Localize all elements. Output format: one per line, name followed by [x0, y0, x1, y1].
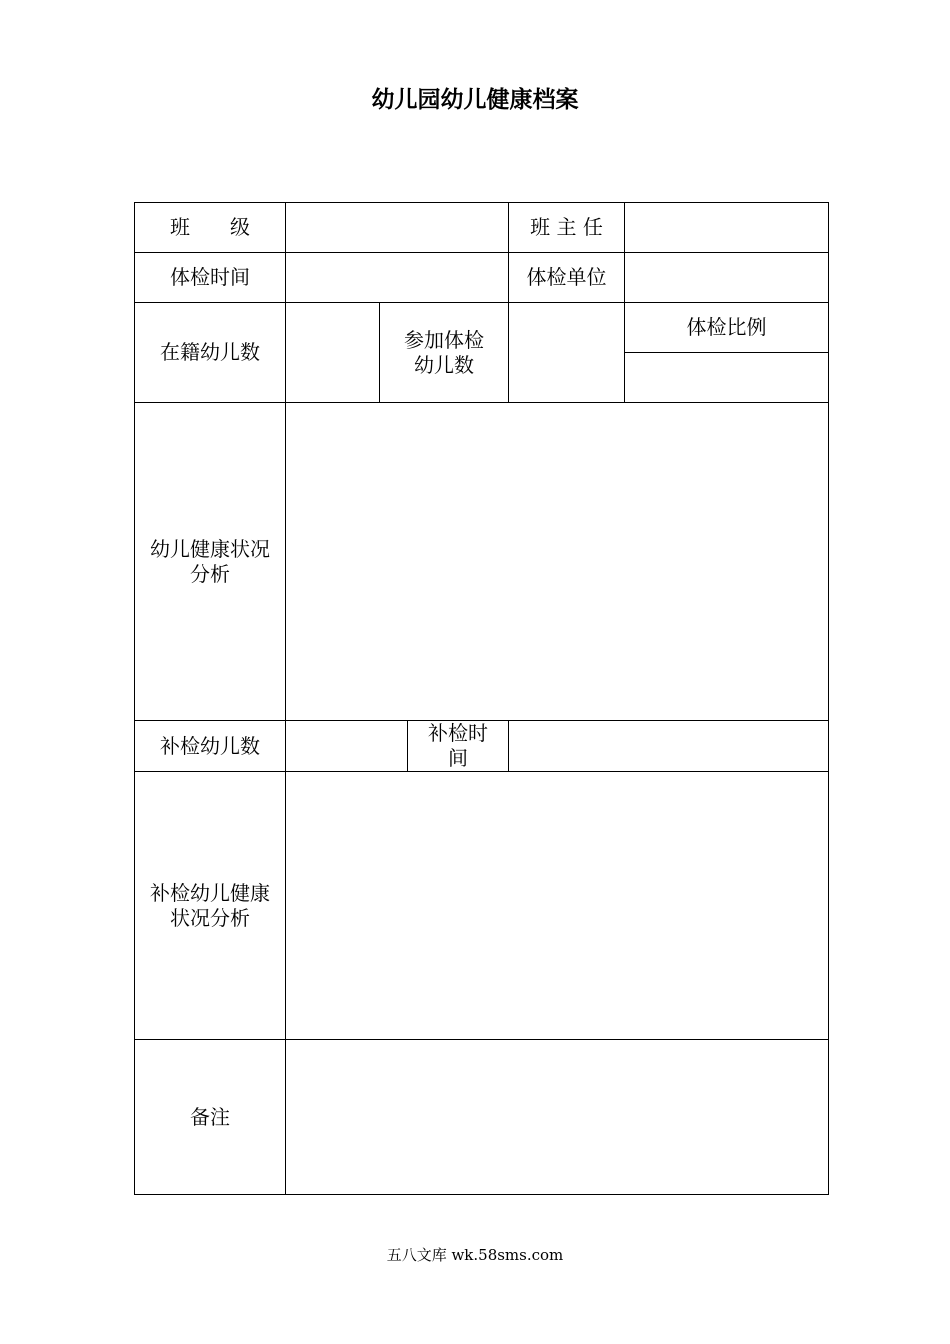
health-analysis-field[interactable] [286, 403, 829, 721]
exam-time-field[interactable] [286, 253, 509, 303]
recheck-count-field[interactable] [286, 721, 408, 772]
exam-time-label: 体检时间 [135, 253, 286, 303]
health-analysis-label: 幼儿健康状况 分析 [135, 403, 286, 721]
participating-count-label: 参加体检 幼儿数 [380, 303, 509, 403]
exam-ratio-label: 体检比例 [625, 303, 829, 353]
footer-watermark: 五八文库 wk.58sms.com [386, 1246, 564, 1264]
participating-count-field[interactable] [509, 303, 625, 403]
recheck-analysis-field[interactable] [286, 772, 829, 1040]
recheck-time-label: 补检时 间 [408, 721, 509, 772]
class-label: 班 级 [135, 203, 286, 253]
exam-unit-label: 体检单位 [509, 253, 625, 303]
exam-unit-field[interactable] [625, 253, 829, 303]
remarks-field[interactable] [286, 1040, 829, 1195]
enrolled-count-field[interactable] [286, 303, 380, 403]
head-teacher-field[interactable] [625, 203, 829, 253]
class-field[interactable] [286, 203, 509, 253]
recheck-analysis-label: 补检幼儿健康 状况分析 [135, 772, 286, 1040]
exam-ratio-field[interactable] [625, 353, 829, 403]
remarks-label: 备注 [135, 1040, 286, 1195]
page-title: 幼儿园幼儿健康档案 [371, 87, 579, 113]
health-record-form [134, 202, 829, 1195]
recheck-count-label: 补检幼儿数 [135, 721, 286, 772]
head-teacher-label: 班 主 任 [509, 203, 625, 253]
enrolled-count-label: 在籍幼儿数 [135, 303, 286, 403]
recheck-time-field[interactable] [509, 721, 829, 772]
